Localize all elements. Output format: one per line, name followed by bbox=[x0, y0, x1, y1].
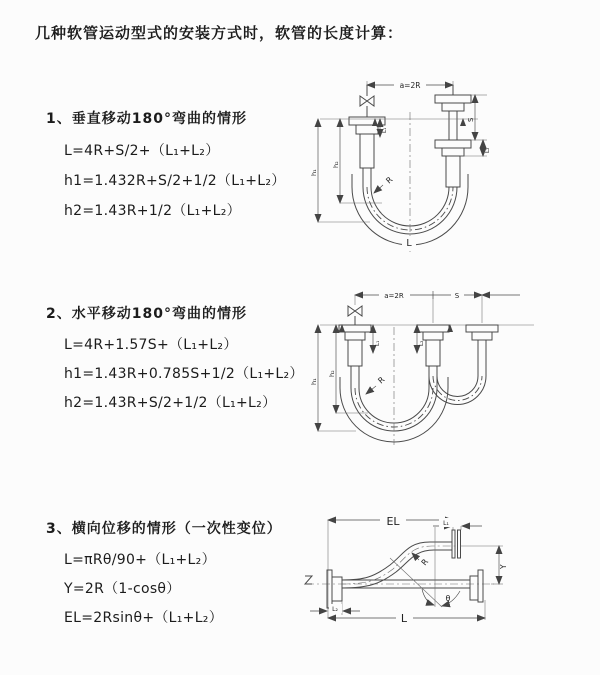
upper-flange bbox=[452, 530, 461, 558]
dim-label-y: Y bbox=[499, 564, 508, 569]
braided-hose-section bbox=[426, 340, 440, 366]
right-flange bbox=[470, 570, 483, 602]
braided-hose-section bbox=[348, 340, 362, 366]
valve-icon bbox=[360, 96, 374, 106]
section-1-formula-h1: h1=1.432R+S/2+1/2（L₁+L₂） bbox=[64, 173, 286, 189]
dim-s bbox=[467, 95, 487, 140]
dim-l1 bbox=[380, 119, 388, 137]
dim-label-h1: h₁ bbox=[310, 169, 318, 176]
section-3-formula-l: L=πRθ/90+（L₁+L₂） bbox=[64, 552, 216, 568]
dim-l1 bbox=[433, 518, 482, 530]
dim-h2 bbox=[328, 325, 368, 413]
diagram-vertical-180-bend bbox=[310, 70, 595, 265]
section-1-formula-l: L=4R+S/2+（L₁+L₂） bbox=[64, 143, 220, 159]
dim-label-theta: θ bbox=[445, 594, 451, 603]
section-1-formula-h2: h2=1.43R+1/2（L₁+L₂） bbox=[64, 203, 241, 219]
dim-label-r: R bbox=[384, 175, 395, 186]
dim-label-el: EL bbox=[386, 515, 400, 528]
dim-label-h1: h₁ bbox=[310, 378, 318, 385]
dim-a2r-s bbox=[355, 289, 520, 323]
section-2-formula-h2: h2=1.43R+S/2+1/2（L₁+L₂） bbox=[64, 395, 277, 411]
dim-l2 bbox=[310, 601, 360, 615]
centerline-break-icon bbox=[305, 576, 312, 584]
braided-hose-section bbox=[360, 134, 374, 168]
dim-label-l: L bbox=[406, 238, 412, 249]
left-flange bbox=[327, 570, 342, 608]
dim-l bbox=[328, 600, 485, 625]
dim-label-s: S bbox=[454, 292, 460, 300]
section-2-formula-h1: h1=1.43R+0.785S+1/2（L₁+L₂） bbox=[64, 366, 304, 382]
u-bend-hose-position-2 bbox=[429, 376, 486, 405]
diagram-lateral-displacement bbox=[298, 497, 513, 632]
dim-label-a2r: a=2R bbox=[399, 81, 421, 90]
dim-l1 bbox=[373, 325, 381, 353]
braided-hose-section bbox=[446, 156, 460, 187]
dim-l2 bbox=[417, 325, 425, 353]
page-title: 几种软管运动型式的安装方式时，软管的长度计算： bbox=[35, 24, 404, 42]
radius-leader bbox=[366, 375, 387, 394]
s-curve-hose bbox=[342, 542, 458, 588]
section-2-formula-l: L=4R+1.57S+（L₁+L₂） bbox=[64, 337, 238, 353]
section-2-heading: 2、水平移动180°弯曲的情形 bbox=[46, 306, 247, 322]
valve-icon bbox=[348, 306, 362, 316]
left-pipe-assembly bbox=[349, 85, 385, 187]
right-pipe-assembly bbox=[466, 325, 498, 376]
left-pipe-assembly bbox=[339, 306, 371, 388]
dim-label-h2: h₂ bbox=[328, 370, 336, 377]
radius-leader bbox=[374, 175, 395, 193]
dim-label-l1: L₁ bbox=[375, 340, 381, 346]
dim-label-l2: L₂ bbox=[485, 147, 491, 153]
dim-label-r: R bbox=[419, 557, 431, 568]
lower-pipe bbox=[305, 576, 494, 588]
right-pipe-assembly bbox=[435, 85, 471, 187]
dim-label-h2: h₂ bbox=[332, 161, 340, 168]
dim-label-s: S bbox=[467, 117, 475, 122]
dim-label-l: L bbox=[400, 612, 408, 625]
dim-y bbox=[461, 546, 509, 584]
section-3-formula-el: EL=2Rsinθ+（L₁+L₂） bbox=[64, 610, 224, 626]
dim-label-r: R bbox=[376, 375, 387, 386]
diagram-horizontal-180-bend bbox=[308, 283, 593, 461]
dim-label-l1: L₁ bbox=[382, 127, 388, 133]
section-1-heading: 1、垂直移动180°弯曲的情形 bbox=[46, 111, 247, 127]
dim-label-l2: L₂ bbox=[332, 606, 338, 613]
dim-label-a2r: a=2R bbox=[384, 292, 404, 300]
dim-a2r bbox=[367, 78, 453, 94]
section-3-heading: 3、横向位移的情形（一次性变位） bbox=[46, 521, 282, 537]
dim-label-l2: L₂ bbox=[419, 340, 425, 346]
section-3-formula-y: Y=2R（1-cosθ） bbox=[64, 581, 181, 597]
dim-h1 bbox=[310, 325, 356, 431]
dim-label-l1: L₁ bbox=[443, 520, 449, 527]
